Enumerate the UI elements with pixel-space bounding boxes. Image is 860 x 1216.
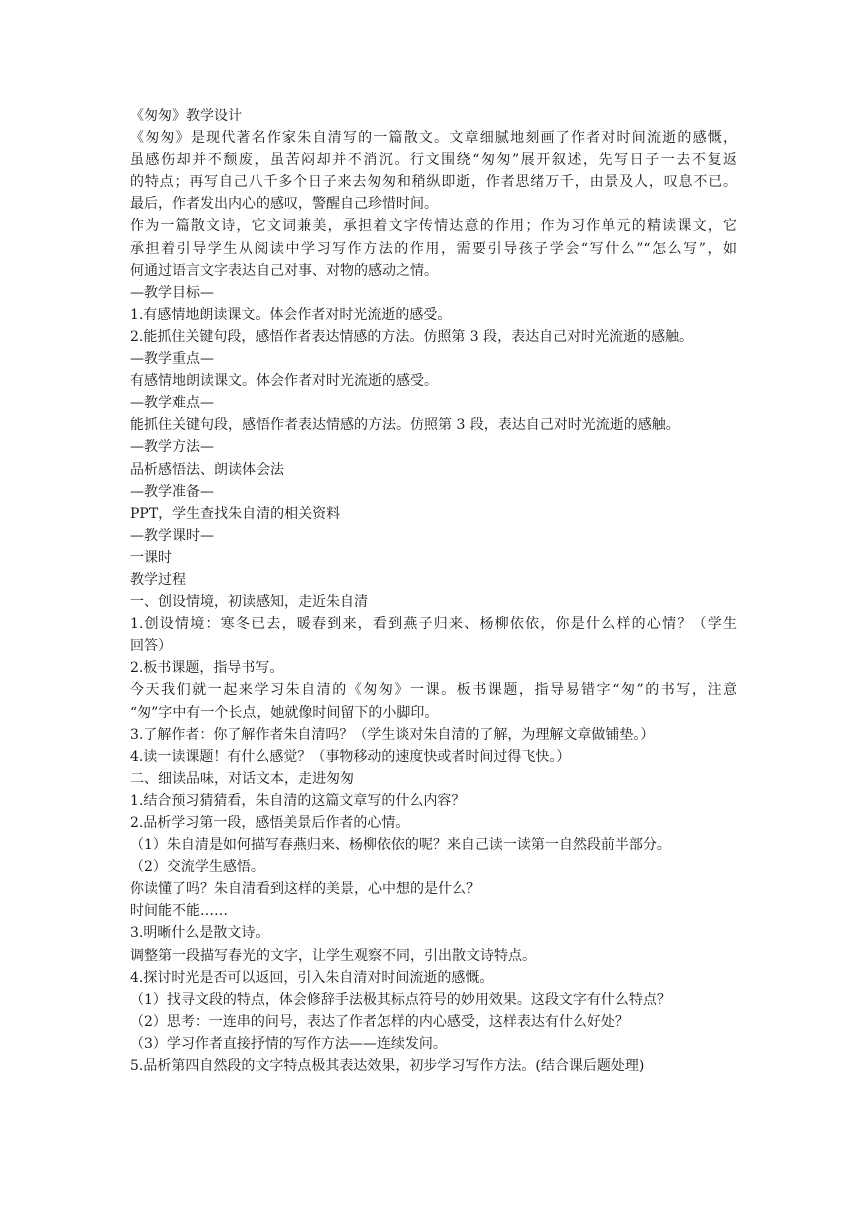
- text-line: （2）交流学生感悟。: [130, 859, 265, 876]
- text-line: —教学目标—: [130, 284, 214, 301]
- text-line: （2）思考：一连串的问号，表达了作者怎样的内心感受，这样表达有什么好处？: [130, 1013, 629, 1030]
- text-line: 1.创设情境：寒冬已去，暖春到来，看到燕子归来、杨柳依依，你是什么样的心情？（学生: [130, 616, 737, 633]
- text-line: 能抓住关键句段，感悟作者表达情感的方法。仿照第 3 段，表达自己对时光流逝的感触。: [130, 417, 680, 434]
- text-line: （1）朱自清是如何描写春燕归来、杨柳依依的呢？来自己读一读第一自然段前半部分。: [130, 837, 671, 854]
- text-line: （1）找寻文段的特点，体会修辞手法极其标点符号的妙用效果。这段文字有什么特点？: [130, 991, 671, 1008]
- text-line: 一课时: [130, 549, 172, 566]
- text-line: 5.品析第四自然段的文字特点极其表达效果，初步学习写作方法。(结合课后题处理): [130, 1058, 645, 1075]
- document-body: [130, 105, 737, 1077]
- text-line: —教学课时—: [130, 527, 214, 544]
- text-line: 《匆匆》是现代著名作家朱自清写的一篇散文。文章细腻地刻画了作者对时间流逝的感慨，: [130, 130, 737, 147]
- text-line: 的特点；再写自己八千多个日子来去匆匆和稍纵即逝，作者思绪万千，由景及人，叹息不已。: [130, 174, 737, 191]
- text-line: “匆”字中有一个长点，她就像时间留下的小脚印。: [130, 704, 439, 721]
- text-line: 4.探讨时光是否可以返回，引入朱自清对时间流逝的感慨。: [130, 969, 494, 986]
- text-line: 教学过程: [130, 571, 186, 588]
- text-line: 1.有感情地朗读课文。体会作者对时光流逝的感受。: [130, 306, 452, 323]
- text-line: —教学难点—: [130, 395, 214, 412]
- text-line: 一、创设情境，初读感知，走近朱自清: [130, 594, 368, 611]
- text-line: 二、细读品味，对话文本，走进匆匆: [130, 770, 354, 787]
- text-line: 时间能不能……: [130, 903, 228, 920]
- text-line: —教学方法—: [130, 439, 214, 456]
- text-line: 最后，作者发出内心的感叹，警醒自己珍惜时间。: [130, 196, 438, 213]
- text-line: 你读懂了吗？朱自清看到这样的美景，心中想的是什么？: [130, 881, 480, 898]
- text-line: 今天我们就一起来学习朱自清的《匆匆》一课。板书课题，指导易错字“匆”的书写，注意: [130, 682, 737, 699]
- text-line: —教学重点—: [130, 351, 214, 368]
- text-line: （3）学习作者直接抒情的写作方法——连续发问。: [130, 1035, 447, 1052]
- text-line: 何通过语言文字表达自己对事、对物的感动之情。: [130, 262, 438, 279]
- text-line: 3.了解作者：你了解作者朱自清吗？（学生谈对朱自清的了解，为理解文章做铺垫。）: [130, 726, 655, 743]
- text-line: 回答）: [130, 638, 172, 655]
- text-line: 2.品析学习第一段，感悟美景后作者的心情。: [130, 815, 410, 831]
- text-line: 承担着引导学生从阅读中学习写作方法的作用，需要引导孩子学会“写什么”“怎么写”，如: [130, 240, 737, 257]
- text-line: 4.读一读课题！有什么感觉？（事物移动的速度快或者时间过得飞快。）: [130, 748, 571, 765]
- text-line: 3.明晰什么是散文诗。: [130, 925, 270, 942]
- text-line: 《匆匆》教学设计: [130, 108, 242, 124]
- text-line: PPT，学生查找朱自清的相关资料: [130, 505, 341, 522]
- text-line: 1.结合预习猜猜看，朱自清的这篇文章写的什么内容？: [130, 792, 466, 809]
- text-line: 品析感悟法、朗读体会法: [130, 461, 284, 478]
- text-line: —教学准备—: [130, 483, 214, 500]
- text-line: 虽感伤却并不颓废，虽苦闷却并不消沉。行文围绕“匆匆”展开叙述，先写日子一去不复返: [130, 152, 737, 169]
- text-line: 调整第一段描写春光的文字，让学生观察不同，引出散文诗特点。: [130, 947, 536, 964]
- text-line: 作为一篇散文诗，它文词兼美，承担着文字传情达意的作用；作为习作单元的精读课文，它: [130, 218, 737, 235]
- text-line: 2.能抓住关键句段，感悟作者表达情感的方法。仿照第 3 段，表达自己对时光流逝的感触。: [130, 328, 694, 345]
- text-line: 2.板书课题，指导书写。: [130, 660, 284, 677]
- text-line: 有感情地朗读课文。体会作者对时光流逝的感受。: [130, 373, 438, 390]
